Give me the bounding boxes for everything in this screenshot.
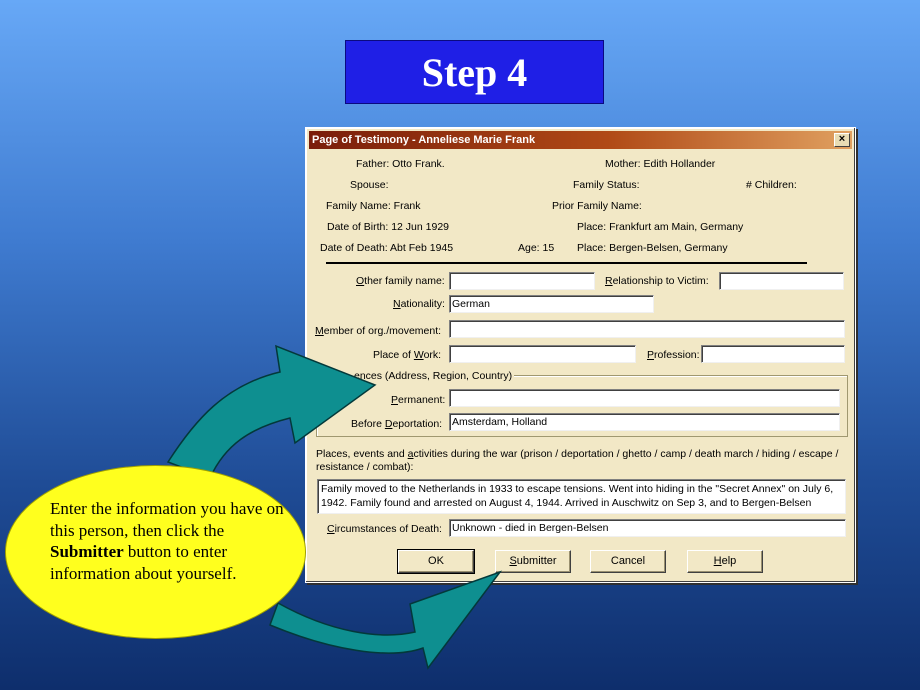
circumstances-of-death-input[interactable]: Unknown - died in Bergen-Belsen bbox=[449, 519, 846, 537]
member-org-label: Member of org./movement: bbox=[315, 325, 442, 337]
nationality-label: Nationality: bbox=[393, 298, 445, 310]
close-button[interactable]: × bbox=[834, 133, 850, 147]
children-info: # Children: bbox=[746, 179, 797, 191]
place-of-work-label: Place of Work: bbox=[373, 349, 442, 361]
callout-text: Enter the information you have on this person, then click the Submitter button to enter information about yourself. bbox=[50, 499, 284, 583]
submitter-button[interactable]: Submitter bbox=[495, 550, 571, 573]
places-events-label: Places, events and activities during the war (prison / deportation / ghetto / camp / death march / hiding / escape / resistance / combat): bbox=[316, 448, 839, 473]
step-title: Step 4 bbox=[345, 40, 604, 104]
place-of-death-info: Place: Bergen-Belsen, Germany bbox=[577, 242, 728, 254]
dialog-title: Page of Testimony - Anneliese Marie Frank bbox=[312, 134, 536, 146]
relationship-label: Relationship to Victim: bbox=[605, 275, 709, 287]
father-info: Father: Otto Frank. bbox=[356, 158, 445, 170]
mother-info: Mother: Edith Hollander bbox=[605, 158, 716, 170]
age-info: Age: 15 bbox=[518, 242, 555, 254]
profession-label: Profession: bbox=[647, 349, 700, 361]
arrow-to-submitter-button bbox=[270, 572, 500, 668]
before-deportation-input[interactable]: Amsterdam, Holland bbox=[449, 413, 840, 431]
before-deportation-label: Before Deportation: bbox=[351, 418, 443, 430]
places-events-textarea[interactable]: Family moved to the Netherlands in 1933 to escape tensions. Went into hiding in the "Secret Annex" on July 6, 1942. Family found and arrested on August 4, 1944. Arrived in Auschwitz on Sep 3, and to Bergen-Belsen bbox=[317, 479, 846, 514]
date-of-death-info: Date of Death: Abt Feb 1945 bbox=[320, 242, 454, 254]
help-button[interactable]: Help bbox=[687, 550, 763, 573]
ok-button[interactable]: OK bbox=[398, 550, 474, 573]
other-family-name-label: Other family name: bbox=[356, 275, 445, 287]
place-of-birth-info: Place: Frankfurt am Main, Germany bbox=[577, 221, 744, 233]
cancel-button[interactable]: Cancel bbox=[590, 550, 666, 573]
permanent-label: Permanent: bbox=[391, 394, 446, 406]
family-name-info: Family Name: Frank bbox=[326, 200, 421, 212]
family-status-info: Family Status: bbox=[573, 179, 640, 191]
nationality-input[interactable]: German bbox=[449, 295, 654, 313]
date-of-birth-info: Date of Birth: 12 Jun 1929 bbox=[327, 221, 449, 233]
residences-legend: ences (Address, Region, Country) bbox=[354, 370, 513, 382]
circumstances-of-death-label: Circumstances of Death: bbox=[327, 523, 442, 535]
arrow-to-dialog-top bbox=[168, 346, 375, 478]
prior-family-name-info: Prior Family Name: bbox=[552, 200, 642, 212]
spouse-info: Spouse: bbox=[350, 179, 389, 191]
